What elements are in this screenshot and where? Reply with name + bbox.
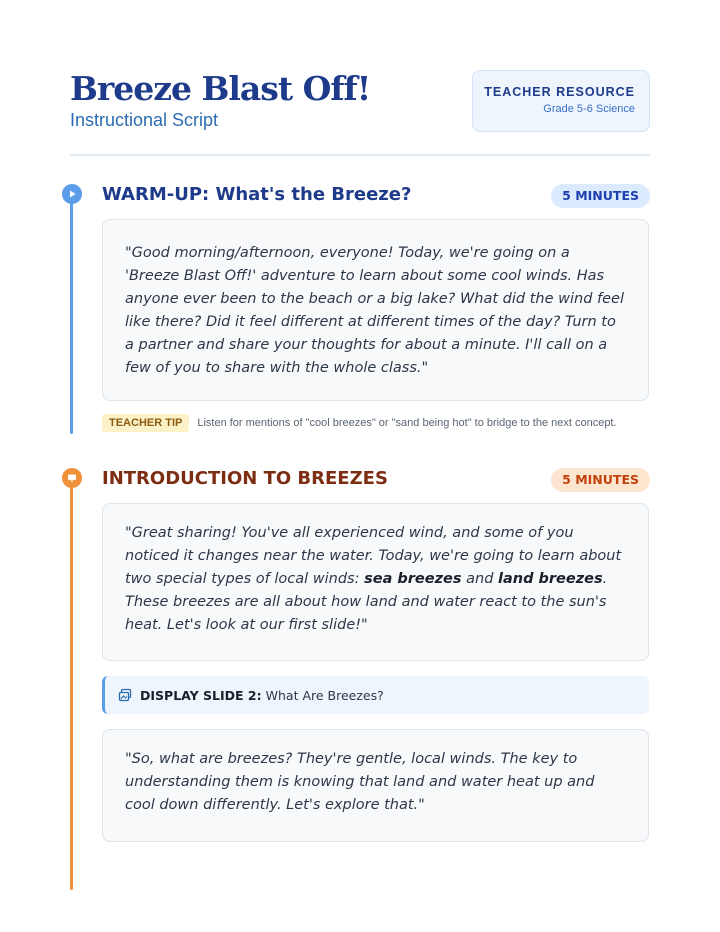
term-sea-breezes: sea breezes <box>364 571 462 587</box>
play-icon <box>62 184 82 204</box>
presentation-icon <box>62 468 82 488</box>
script-card-breezes <box>102 729 649 842</box>
tip-text: Listen for mentions of "cool breezes" or "sand being hot" to bridge to the next concept. <box>197 417 617 429</box>
display-slide-callout <box>102 676 649 714</box>
script-card-warmup <box>102 219 649 401</box>
badge-title: TEACHER RESOURCE <box>484 85 635 99</box>
teacher-tip <box>102 414 617 432</box>
script-card-intro <box>102 503 649 661</box>
script-text: "Good morning/afternoon, everyone! Today, we're going on a 'Breeze Blast Off!' adventure to learn about some cool winds. Has anyone ever been to the beach or a big lake? What did the wind feel like there? Did it feel different at different times of the day? Turn to a partner and share your thoughts for about a minute. I'll call on a few of you to share with the whole class." <box>125 245 624 376</box>
section-title-intro: INTRODUCTION TO BREEZES <box>102 468 388 489</box>
duration-badge-warmup: 5 MINUTES <box>551 184 650 208</box>
tip-label: TEACHER TIP <box>102 414 189 432</box>
slide-label: DISPLAY SLIDE 2: <box>140 687 262 703</box>
duration-badge-intro: 5 MINUTES <box>551 468 650 492</box>
section-title-warmup: WARM-UP: What's the Breeze? <box>102 184 412 205</box>
page-subtitle: Instructional Script <box>70 110 219 130</box>
header-divider <box>70 154 650 156</box>
script-text: "Great sharing! You've all experienced wind, and some of you noticed it changes near the water. Today, we're going to learn about two special types of local winds: sea breezes and land breezes. These breezes are all about how land and water react to the sun's heat. Let's look at our first slide!" <box>125 525 622 633</box>
term-land-breezes: land breezes <box>498 571 603 587</box>
script-text: "So, what are breezes? They're gentle, local winds. The key to understanding them is knowing that land and water heat up and cool down differently. Let's explore that." <box>125 751 595 813</box>
badge-grade: Grade 5-6 Science <box>543 103 635 115</box>
page-title: Breeze Blast Off! <box>70 69 371 108</box>
slides-icon <box>118 688 132 702</box>
slide-title: What Are Breezes? <box>265 687 384 703</box>
timeline-rail-intro <box>70 478 73 890</box>
resource-badge <box>472 70 650 132</box>
timeline-rail-warmup <box>70 194 73 434</box>
document-header <box>70 70 650 132</box>
